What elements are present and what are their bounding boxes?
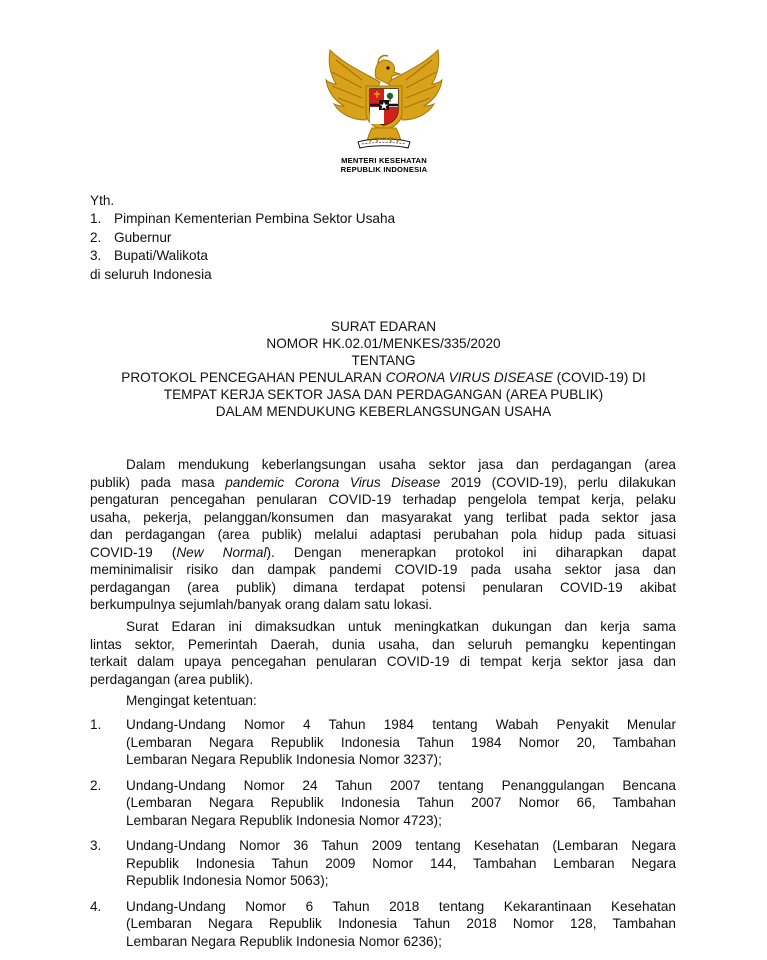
paragraph-text: publik) pada masa: [90, 474, 226, 490]
list-item: [90, 898, 676, 951]
letter-about: TENTANG: [351, 353, 416, 368]
list-item-line: Lembaran Negara Republik Indonesia Nomor 3237);: [126, 752, 442, 767]
list-item-line: Lembaran Negara Republik Indonesia Nomor 4723);: [126, 812, 442, 828]
addressee-item: [90, 229, 590, 247]
title-italic-text: CORONA VIRUS DISEASE: [385, 370, 553, 385]
addressee-block: [90, 192, 590, 284]
paragraph-line: Dalam mendukung keberlangsungan usaha sektor jasa dan perdagangan (area: [126, 457, 676, 472]
list-item-line: Undang-Undang Nomor 6 Tahun 2018 tentang Kekarantinaan Kesehatan: [126, 898, 676, 914]
list-item-number: 2.: [90, 777, 102, 793]
list-item-line: Republik Indonesia Tahun 2009 Nomor 144, Tambahan Lembaran Negara: [126, 855, 676, 871]
addressee-item-text: Bupati/Walikota: [114, 248, 208, 264]
paragraph-line: usaha, pekerja, pelanggan/konsumen dan masyarakat yang terlibat pada sektor jasa: [90, 509, 676, 525]
letter-title-line-2: TEMPAT KERJA SEKTOR JASA DAN PERDAGANGAN (AREA PUBLIK): [163, 387, 604, 402]
list-item-line: Undang-Undang Nomor 36 Tahun 2009 tentang Kesehatan (Lembaran Negara: [126, 838, 676, 853]
list-item-number: 4.: [90, 898, 102, 914]
paragraph-3: [90, 692, 676, 710]
paragraph-line: dan perdagangan (area publik) melalui adaptasi perubahan pola hidup pada situasi: [90, 527, 676, 542]
addressee-item-number: 2.: [90, 229, 102, 245]
letter-title-line-1: [60, 369, 707, 386]
paragraph-italic-text: pandemic Corona Virus Disease: [225, 474, 441, 490]
letter-heading: [60, 318, 707, 420]
list-item: [90, 716, 676, 769]
paragraph-line: [90, 544, 676, 562]
paragraph-2: [90, 618, 676, 688]
garuda-emblem: [322, 42, 446, 176]
letter-type: SURAT EDARAN: [330, 319, 437, 334]
list-item-line: (Lembaran Negara Republik Indonesia Tahun 2007 Nomor 66, Tambahan: [126, 795, 676, 810]
paragraph-line: lintas sektor, Pemerintah Daerah, dunia usaha, dan seluruh pemangku kepentingan: [90, 636, 676, 652]
paragraph-line: terkait dalam upaya pencegahan penularan COVID-19 di tempat kerja sektor jasa dan: [90, 654, 676, 669]
addressee-item: [90, 210, 590, 228]
list-item-line: (Lembaran Negara Republik Indonesia Tahun 2018 Nomor 128, Tambahan: [126, 916, 676, 931]
list-item-line: Undang-Undang Nomor 4 Tahun 1984 tentang Wabah Penyakit Menular: [126, 717, 676, 732]
paragraph-line: berkumpulnya sejumlah/banyak orang dalam satu lokasi.: [90, 597, 433, 612]
title-text: PROTOKOL PENCEGAHAN PENULARAN: [121, 370, 386, 385]
paragraph-line: [90, 474, 676, 492]
list-item-line: Undang-Undang Nomor 24 Tahun 2007 tentang Penanggulangan Bencana: [126, 777, 676, 793]
list-item-line: (Lembaran Negara Republik Indonesia Tahun 1984 Nomor 20, Tambahan: [126, 734, 676, 750]
letterhead-line-2: REPUBLIK INDONESIA: [340, 164, 428, 174]
list-item-line: Republik Indonesia Nomor 5063);: [126, 873, 329, 888]
paragraph-line: pengaturan pencegahan penularan COVID-19 terhadap pengelola tempat kerja, pelaku: [90, 492, 676, 507]
paragraph-text: ). Dengan menerapkan protokol ini diharapkan dapat: [266, 544, 676, 560]
paragraph-text: 2019 (COVID-19), perlu dilakukan: [440, 474, 676, 490]
letterhead-line-1: MENTERI KESEHATAN: [341, 156, 427, 165]
legal-basis-list: [90, 716, 676, 950]
letter-number: NOMOR HK.02.01/MENKES/335/2020: [266, 336, 501, 351]
title-text: (COVID-19) DI: [552, 370, 646, 385]
paragraph-line: Mengingat ketentuan:: [126, 693, 257, 708]
addressee-item-text: Pimpinan Kementerian Pembina Sektor Usaha: [114, 211, 396, 227]
list-item-number: 3.: [90, 838, 102, 853]
list-item-line: Lembaran Negara Republik Indonesia Nomor 6236);: [126, 933, 442, 949]
addressee-item-text: Gubernur: [114, 229, 172, 245]
paragraph-italic-text: New Normal: [176, 544, 267, 560]
addressee-scope: di seluruh Indonesia: [90, 266, 212, 282]
paragraph-line: perdagangan (area publik).: [90, 671, 254, 687]
greeting: Yth.: [90, 193, 115, 208]
paragraph-line: perdagangan (area publik) dimana terdapat potensi penularan COVID-19 akibat: [90, 579, 676, 595]
list-item: [90, 837, 676, 890]
paragraph-line: Surat Edaran ini dimaksudkan untuk meningkatkan dukungan dan kerja sama: [126, 619, 676, 634]
addressee-item-number: 1.: [90, 211, 102, 227]
paragraph-text: COVID-19 (: [90, 544, 177, 560]
paragraph-1: [90, 456, 676, 614]
garuda-emblem-icon: [322, 42, 446, 156]
letter-title-line-3: DALAM MENDUKUNG KEBERLANGSUNGAN USAHA: [215, 404, 552, 419]
list-item: [90, 777, 676, 830]
list-item-number: 1.: [90, 717, 102, 732]
paragraph-line: meminimalisir risiko dan dampak pandemi COVID-19 pada usaha sektor jasa dan: [90, 562, 676, 577]
addressee-item: [90, 247, 590, 265]
addressee-item-number: 3.: [90, 248, 102, 264]
